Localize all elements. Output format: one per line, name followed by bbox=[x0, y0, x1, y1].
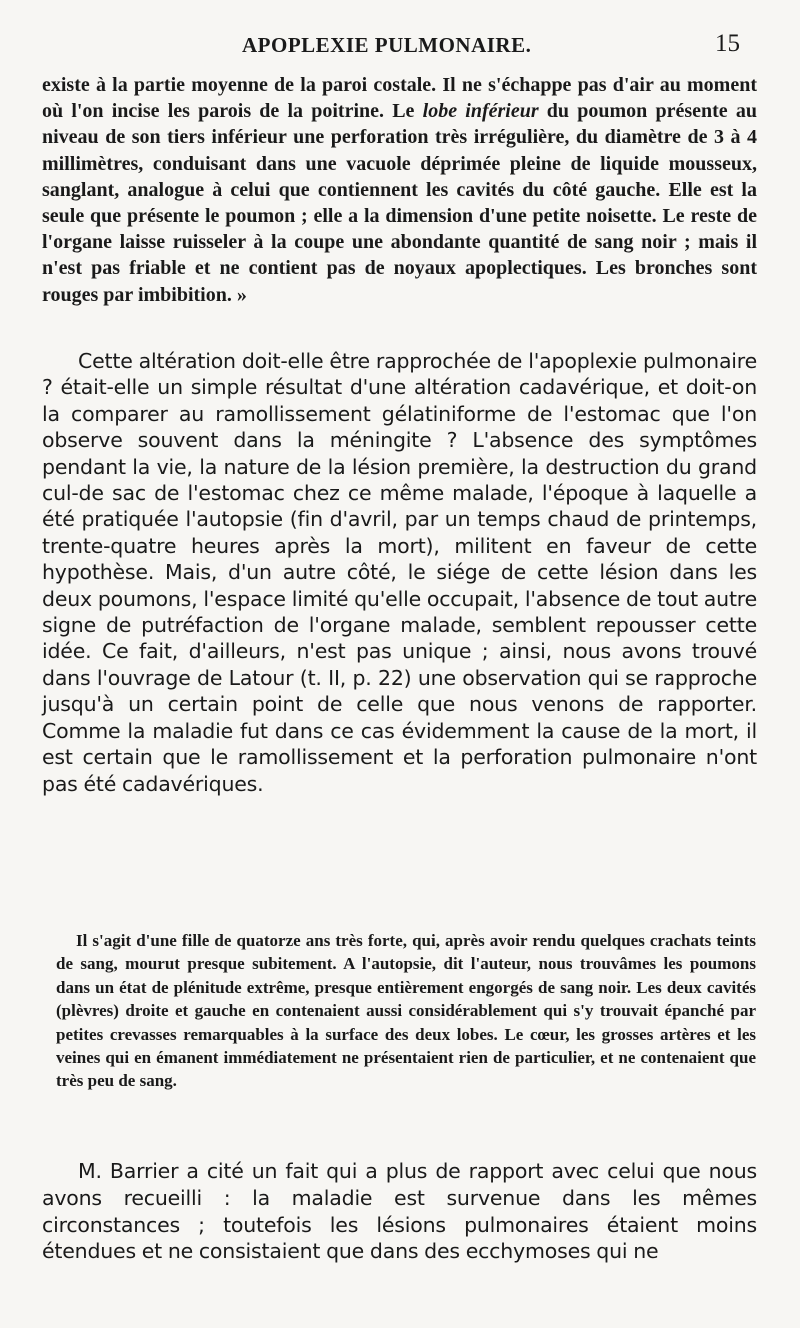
main-discussion-paragraph: Cette altération doit-elle être rapprochée de l'apoplexie pulmonaire ? était-elle un simple résultat d'une altération cadavérique, et doit-on la comparer au ramollissement gélatiniforme de l'estomac que l'on observe souvent dans la méningite ? L'absence des symptômes pendant la vie, la nature de la lésion première, la destruction du grand cul-de sac de l'estomac chez ce même malade, l'époque à laquelle a été pratiquée l'autopsie (fin d'avril, par un temps chaud de printemps, trente-quatre heures après la mort), militent en faveur de cette hypothèse. Mais, d'un autre côté, le siége de cette lésion dans les deux poumons, l'espace limité qu'elle occupait, l'absence de tout autre signe de putréfaction de l'organe malade, semblent repousser cette idée. Ce fait, d'ailleurs, n'est pas unique ; ainsi, nous avons trouvé dans l'ouvrage de Latour (t. II, p. 22) une observation qui se rapproche jusqu'à un certain point de celle que nous venons de rapporter. Comme la maladie fut dans ce cas évidemment la cause de la mort, il est certain que le ramollissement et la perforation pulmonaire n'ont pas été cadavériques. bbox=[42, 349, 757, 796]
quote-text-part-2: du poumon présente au niveau de son tiers inférieur une perforation très irrégulière, du diamètre de 3 à 4 millimètres, conduisant dans une vacuole déprimée pleine de liquide mousseux, sanglant, analogue à celui que contiennent les cavités du côté gauche. Elle est la seule que présente le poumon ; elle a la dimension d'une petite noisette. Le reste de l'organe laisse ruisseler à la coupe une abondante quantité de sang noir ; mais il n'est pas friable et ne contient pas de noyaux apoplectiques. Les bronches sont rouges par imbibition. » bbox=[42, 100, 757, 306]
quoted-observation-paragraph bbox=[42, 72, 757, 308]
running-head: APOPLEXIE PULMONAIRE. bbox=[242, 33, 532, 57]
latour-citation-paragraph: Il s'agit d'une fille de quatorze ans très forte, qui, après avoir rendu quelques crachats teints de sang, mourut presque subitement. A l'autopsie, dit l'auteur, nous trouvâmes les poumons dans un état de plénitude extrême, presque entièrement engorgés de sang noir. Les deux cavités (plèvres) droite et gauche en contenaient aussi considérablement qui s'y trouvait épanché par petites crevasses remarquables à la surface des deux lobes. Le cœur, les grosses artères et les veines qui en émanent immédiatement ne présentaient rien de particulier, et ne contenaient que très peu de sang. bbox=[56, 931, 756, 1091]
barrier-paragraph: M. Barrier a cité un fait qui a plus de rapport avec celui que nous avons recueilli : la maladie est survenue dans les mêmes circonstances ; toutefois les lésions pulmonaires étaient moins étendues et ne consistaient que dans des ecchymoses qui ne bbox=[42, 1159, 757, 1264]
quote-italic-term: lobe inférieur bbox=[422, 100, 539, 123]
page-number: 15 bbox=[715, 30, 740, 57]
quote-text-part-1: existe à la partie moyenne de la paroi costale. Il ne s'échappe pas d'air au moment où l'on incise les parois de la poitrine. Le bbox=[42, 74, 757, 123]
